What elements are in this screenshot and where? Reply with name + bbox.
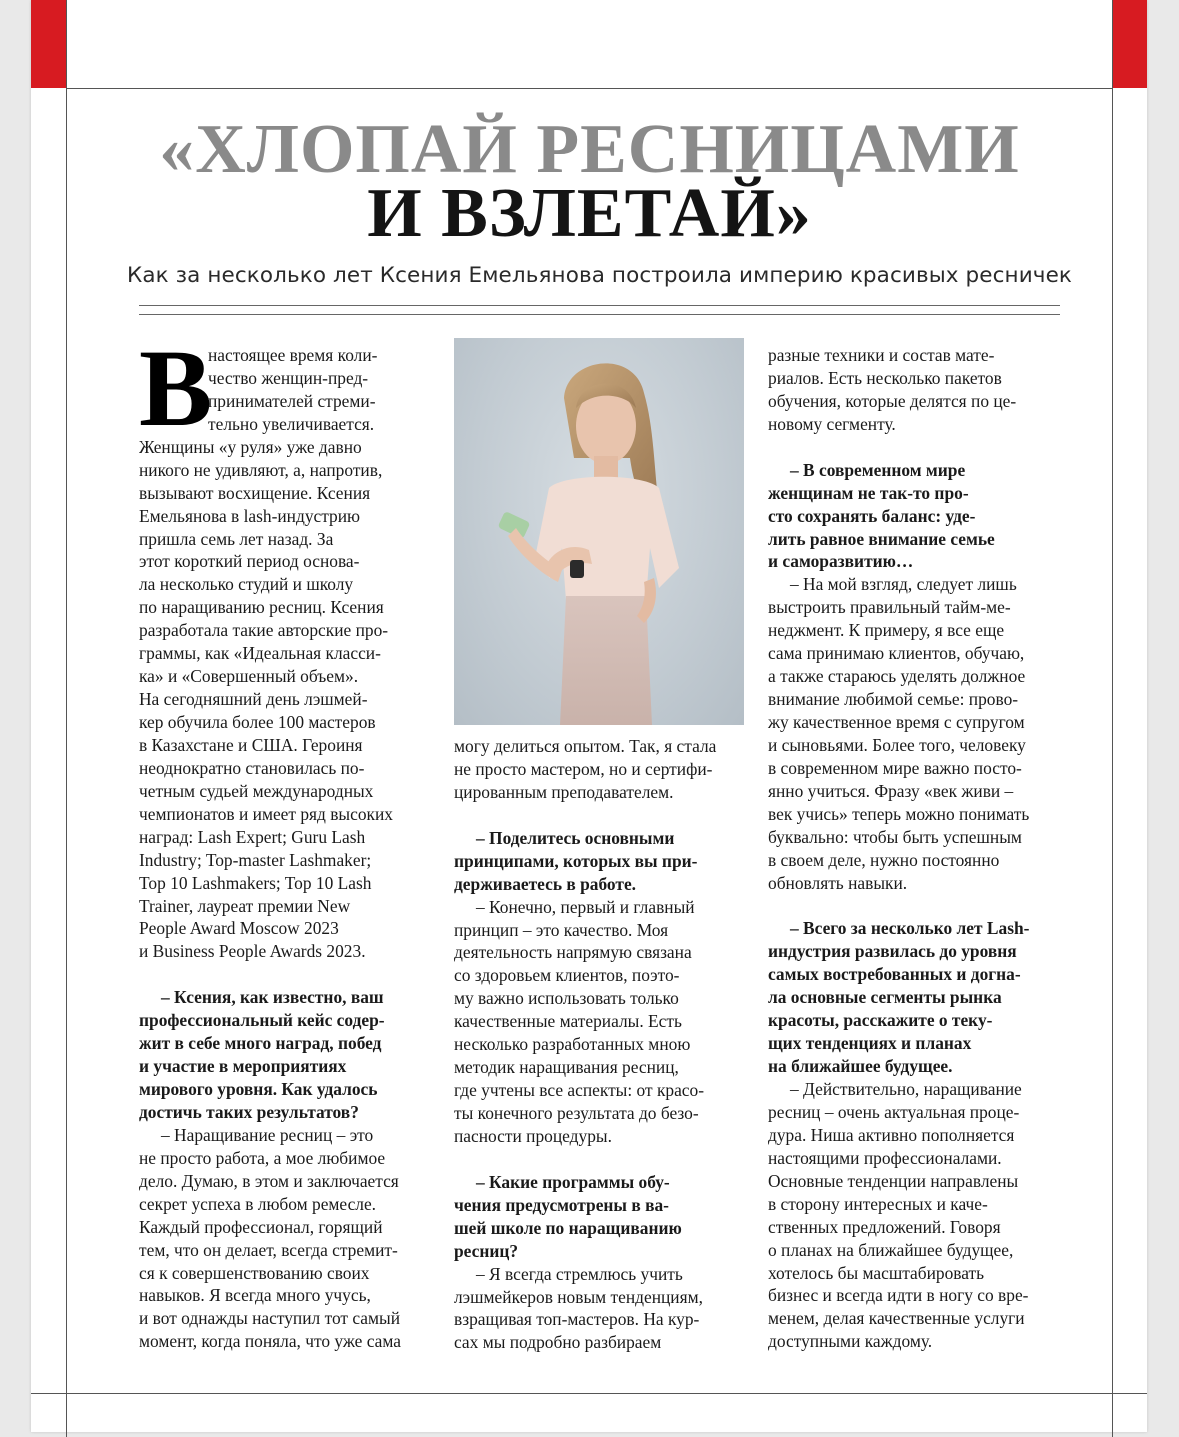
body-line: не просто мастером, но и сертифи- [454,758,713,779]
body-line: и вот однажды наступил тот самый [139,1308,401,1329]
body-line: тельно увеличивается. [208,413,375,434]
body-line: пасности процедуры. [454,1125,612,1146]
body-line: дело. Думаю, в этом и заключается [139,1170,399,1191]
red-corner-left [31,0,66,88]
question-line: – В современном мире [790,459,966,480]
body-line: навыков. Я всегда много учусь, [139,1285,371,1306]
body-line: Емельянова в lash-индустрию [139,505,361,526]
body-line: дура. Ниша активно пополняется [768,1124,1015,1145]
body-line: принцип – это качество. Моя [454,919,669,940]
question-line: жит в себе много наград, побед [139,1033,382,1054]
body-line: неджмент. К примеру, я все еще [768,620,1005,641]
body-line: и сыновьями. Более того, человеку [768,734,1026,755]
body-line: Top 10 Lashmakers; Top 10 Lash [139,872,372,893]
body-line: могу делиться опытом. Так, я стала [454,736,717,756]
body-line: На сегодняшний день лэшмей- [139,689,368,710]
body-line: со здоровьем клиентов, поэто- [454,965,680,986]
body-line: пришла семь лет назад. За [139,528,334,549]
body-line: – Действительно, наращивание [790,1079,1022,1099]
body-line: – Я всегда стремлюсь учить [476,1263,683,1284]
body-line: жу качественное время с супругом [768,712,1025,732]
body-line: этот короткий период основа- [139,551,360,572]
body-line: ты конечного результата до безо- [454,1103,699,1123]
question-line: – Всего за несколько лет Lash- [790,918,1030,939]
body-line: ственных предложений. Говоря [768,1216,1001,1237]
body-line: не просто работа, а мое любимое [139,1147,386,1168]
body-line: Trainer, лауреат премии New [139,895,351,916]
paragraph-gap [454,1148,716,1171]
body-line: несколько разработанных мною [454,1034,691,1055]
body-line: – На мой взгляд, следует лишь [790,574,1017,595]
question-line: шей школе по наращиванию [454,1217,682,1238]
body-line: ресниц – очень актуальная проце- [768,1101,1020,1122]
body-line: People Award Moscow 2023 [139,918,339,939]
body-line: граммы, как «Идеальная класси- [139,643,381,664]
question-line: щих тенденциях и планах [768,1033,972,1054]
text-column-2 [454,735,716,1354]
body-line: деятельность напрямую связана [454,942,692,963]
body-line: ка» и «Совершенный объем». [139,666,359,687]
question-line: достичь таких результатов? [139,1101,359,1122]
body-line: момент, когда поняла, что уже сама [139,1331,401,1352]
subtitle-rule-bottom [139,314,1060,315]
question-line: индустрия развилась до уровня [768,941,1017,962]
question-line: – Поделитесь основными [476,827,675,848]
body-line: взращивая топ-мастеров. На кур- [454,1309,700,1330]
body-line: обновлять навыки. [768,872,908,893]
paragraph-gap [139,963,401,986]
body-line: а также стараюсь уделять должное [768,666,1026,687]
body-line: наград: Lash Expert; Guru Lash [139,826,366,847]
question-line: лить равное внимание семье [768,528,995,549]
body-line: обучения, которые делятся по це- [768,390,1017,411]
body-line: в сторону интересных и каче- [768,1193,988,1214]
body-line: по наращиванию ресниц. Ксения [139,597,384,618]
text-column-3 [768,344,1029,1353]
body-line: в своем деле, нужно постоянно [768,849,1000,870]
body-line: и Business People Awards 2023. [139,941,366,962]
bottom-frame-line [31,1393,1147,1394]
question-line: профессиональный кейс содер- [139,1010,385,1031]
body-line: настоящими профессионалами. [768,1147,1002,1168]
body-line: методик наращивания ресниц, [454,1057,679,1078]
body-line: – Наращивание ресниц – это [161,1124,374,1145]
question-line: принципами, которых вы при- [454,850,698,871]
body-line: выстроить правильный тайм-ме- [768,597,1011,618]
text-column-1 [139,327,401,1353]
body-line: ся к совершенствованию своих [139,1262,370,1283]
body-line: сама принимаю клиентов, обучаю, [768,643,1025,664]
body-line: менем, делая качественные услуги [768,1308,1025,1329]
question-line: и саморазвитию… [768,551,914,572]
body-line: риалов. Есть несколько пакетов [768,367,1002,388]
question-line: красоты, расскажите о теку- [768,1010,993,1031]
article-title-line-1: «ХЛОПАЙ РЕСНИЦАМИ [159,111,1020,188]
body-line: век учись» теперь можно понимать [768,803,1030,824]
body-line: Каждый профессионал, горящий [139,1216,383,1237]
question-line: держиваетесь в работе. [454,873,637,894]
body-line: Industry; Top-master Lashmaker; [139,849,372,870]
body-line: секрет успеха в любом ремесле. [139,1193,377,1214]
body-line: неоднократно становилась по- [139,757,365,778]
paragraph-gap [768,436,1029,459]
body-line: качественные материалы. Есть [454,1011,682,1032]
subtitle-rule-top [139,305,1060,306]
question-line: на ближайшее будущее. [768,1056,953,1077]
body-line: никого не удивляют, а, напротив, [139,459,383,480]
question-line: – Ксения, как известно, ваш [161,987,384,1008]
body-line: сах мы подробно разбираем [454,1332,662,1353]
question-line: сто сохранять баланс: уде- [768,505,976,526]
body-line: буквально: чтобы быть успешным [768,826,1022,847]
body-line: новому сегменту. [768,413,896,434]
body-line: в современном мире важно посто- [768,757,1022,778]
question-line: самых востребованных и догна- [768,964,1021,985]
top-frame-line [66,88,1113,89]
question-line: ресниц? [454,1240,519,1261]
question-line: ла основные сегменты рынка [768,987,1002,1008]
body-line: разработала такие авторские про- [139,620,389,641]
body-line: бизнес и всегда идти в ногу со вре- [768,1285,1029,1306]
article-subtitle: Как за несколько лет Ксения Емельянова построила империю красивых ресничек [126,263,1072,288]
red-corner-right [1112,0,1147,88]
question-line: женщинам не так-то про- [768,482,969,503]
body-line: где учтены все аспекты: от красо- [454,1080,705,1101]
body-line: настоящее время коли- [208,345,378,365]
paragraph-gap [454,804,716,827]
portrait-photo [454,338,744,725]
question-line: мирового уровня. Как удалось [139,1079,378,1099]
body-line: чемпионатов и имеет ряд высоких [139,803,393,824]
question-line: чения предусмотрены в ва- [454,1194,669,1215]
body-line: разные техники и состав мате- [768,345,995,365]
body-line: кер обучила более 100 мастеров [139,712,376,732]
body-line: Основные тенденции направлены [768,1170,1019,1191]
body-line: хотелось бы масштабировать [768,1262,985,1283]
paragraph-gap [768,895,1029,918]
body-line: тем, что он делает, всегда стремит- [139,1239,398,1260]
question-line: и участие в мероприятиях [139,1056,347,1077]
body-line: – Конечно, первый и главный [476,896,695,917]
body-line: внимание любимой семье: прово- [768,689,1019,710]
article-title-line-2: И ВЗЛЕТАЙ» [367,175,812,252]
question-line: – Какие программы обу- [476,1171,670,1192]
body-line: вызывают восхищение. Ксения [139,482,371,503]
portrait-photo-icon [454,338,744,725]
body-line: четным судьей международных [139,780,374,801]
drop-cap: В [139,327,213,449]
body-line: в Казахстане и США. Героиня [139,734,363,755]
body-line: му важно использовать только [454,988,679,1009]
body-line: о планах на ближайшее будущее, [768,1239,1014,1260]
body-line: лэшмейкеров новым тенденциям, [454,1286,703,1307]
body-line: чество женщин-пред- [208,367,369,388]
body-line: Женщины «у руля» уже давно [139,436,362,457]
body-line: принимателей стреми- [208,390,376,411]
body-line: ла несколько студий и школу [139,574,354,595]
body-line: доступными каждому. [768,1331,933,1352]
body-line: янно учиться. Фразу «век живи – [768,780,1014,801]
body-line: цированным преподавателем. [454,781,674,802]
